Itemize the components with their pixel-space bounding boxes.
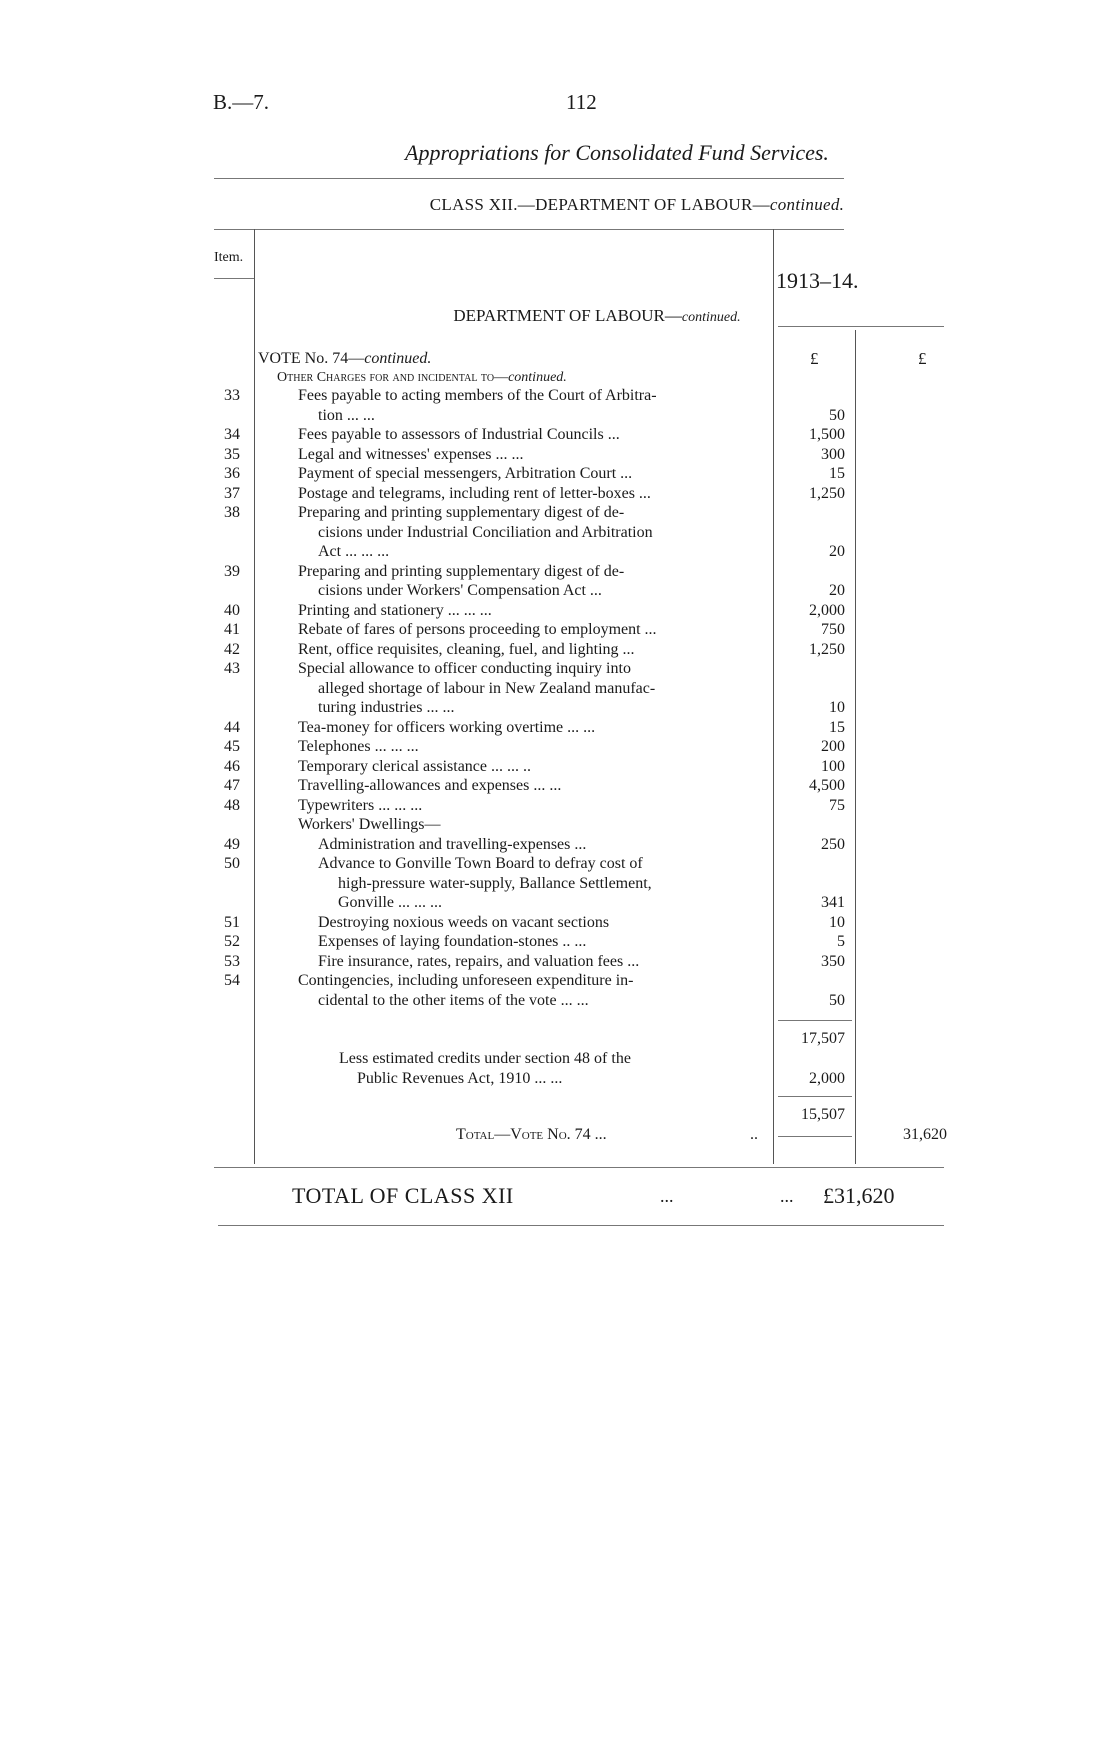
table-row <box>0 524 1114 544</box>
table-row <box>0 641 1114 661</box>
item-description: cidental to the other items of the vote ... ... <box>318 991 589 1009</box>
item-number: 44 <box>224 718 240 736</box>
class-total-dots-1: ... <box>660 1186 674 1206</box>
item-number: 54 <box>224 972 240 989</box>
less-credits-line1: Less estimated credits under section 48 of the <box>339 1050 631 1067</box>
table-row <box>0 446 1114 466</box>
item-description: Gonville ... ... ... <box>338 894 442 911</box>
vote-line: VOTE No. 74—continued. <box>258 350 432 367</box>
table-row <box>0 855 1114 875</box>
subtotal-amount: 17,507 <box>801 1030 845 1047</box>
item-amount: 5 <box>837 933 845 950</box>
item-amount: 50 <box>829 991 845 1009</box>
department-heading: DEPARTMENT OF LABOUR—continued. <box>453 306 741 325</box>
less-credits-amount: 2,000 <box>809 1070 845 1087</box>
table-row <box>0 485 1114 505</box>
class-total-label: TOTAL OF CLASS XII <box>292 1183 514 1208</box>
less-credits-line2: Public Revenues Act, 1910 ... ... <box>357 1070 563 1087</box>
item-amount: 10 <box>829 699 845 716</box>
top-divider <box>214 178 844 179</box>
pound-sign-col1: £ <box>810 349 819 368</box>
table-top-rule <box>214 229 844 230</box>
item-amount: 1,250 <box>809 484 845 502</box>
table-row <box>0 426 1114 446</box>
item-number: 49 <box>224 835 240 853</box>
item-number: 46 <box>224 757 240 775</box>
table-row <box>0 758 1114 778</box>
item-description: Payment of special messengers, Arbitration Court ... <box>298 465 633 482</box>
item-number: 45 <box>224 738 240 755</box>
item-number: 53 <box>224 952 240 970</box>
table-row <box>0 582 1114 602</box>
vote-total-label: Total—Vote No. 74 ... <box>456 1126 607 1143</box>
item-number: 33 <box>224 387 240 404</box>
year-under-rule <box>778 326 944 327</box>
item-description: Fire insurance, rates, repairs, and valuation fees ... <box>318 952 640 970</box>
item-description: Contingencies, including unforeseen expenditure in- <box>298 972 634 989</box>
item-amount: 100 <box>821 757 845 775</box>
item-amount: 20 <box>829 543 845 560</box>
table-row <box>0 797 1114 817</box>
item-amount: 15 <box>829 465 845 482</box>
item-number: 35 <box>224 445 240 463</box>
item-amount: 10 <box>829 913 845 931</box>
item-description: cisions under Workers' Compensation Act ... <box>318 582 602 599</box>
year-header: 1913–14. <box>776 268 859 293</box>
table-row <box>0 465 1114 485</box>
table-row <box>0 543 1114 563</box>
item-column-header: Item. <box>214 250 244 265</box>
item-description: Printing and stationery ... ... ... <box>298 601 492 619</box>
page-title: Appropriations for Consolidated Fund Services. <box>405 140 829 165</box>
class-total-amount: £31,620 <box>823 1183 895 1208</box>
item-description: Workers' Dwellings— <box>298 816 441 833</box>
class-heading: CLASS XII.—DEPARTMENT OF LABOUR—continued. <box>429 195 845 214</box>
item-description: cisions under Industrial Conciliation and Arbitration <box>318 523 653 541</box>
subhead: Other Charges for and incidental to—continued. <box>277 370 567 385</box>
item-description: Special allowance to officer conducting inquiry into <box>298 660 631 677</box>
item-number: 39 <box>224 562 240 580</box>
item-number: 36 <box>224 465 240 482</box>
table-row <box>0 816 1114 836</box>
table-row <box>0 387 1114 407</box>
item-description: Act ... ... ... <box>318 543 390 560</box>
vote-total-dots: .. <box>750 1126 758 1143</box>
item-description: Temporary clerical assistance ... ... .. <box>298 757 532 775</box>
table-row <box>0 504 1114 524</box>
item-amount: 750 <box>821 621 845 638</box>
item-amount: 1,250 <box>809 640 845 658</box>
table-row <box>0 719 1114 739</box>
item-header-rule <box>214 278 254 279</box>
item-description: Postage and telegrams, including rent of letter-boxes ... <box>298 484 651 502</box>
page-bottom-rule <box>218 1225 944 1226</box>
table-row <box>0 621 1114 641</box>
item-description: tion ... ... <box>318 406 375 424</box>
table-row <box>0 602 1114 622</box>
subtotal-rule <box>778 1020 852 1021</box>
item-number: 38 <box>224 504 240 521</box>
item-description: Expenses of laying foundation-stones .. ... <box>318 933 587 950</box>
net-amount: 15,507 <box>801 1106 845 1123</box>
item-description: alleged shortage of labour in New Zealand manufac- <box>318 679 656 697</box>
item-number: 37 <box>224 484 240 502</box>
item-description: Preparing and printing supplementary digest of de- <box>298 562 625 580</box>
item-amount: 15 <box>829 718 845 736</box>
item-description: Fees payable to acting members of the Court of Arbitra- <box>298 387 657 404</box>
item-number: 41 <box>224 621 240 638</box>
item-number: 43 <box>224 660 240 677</box>
item-number: 47 <box>224 777 240 794</box>
item-amount: 4,500 <box>809 777 845 794</box>
item-description: Telephones ... ... ... <box>298 738 419 755</box>
table-row <box>0 894 1114 914</box>
item-number: 40 <box>224 601 240 619</box>
table-row <box>0 738 1114 758</box>
item-number: 48 <box>224 796 240 814</box>
item-description: Typewriters ... ... ... <box>298 796 423 814</box>
item-amount: 200 <box>821 738 845 755</box>
pound-sign-col2: £ <box>918 349 927 368</box>
table-bottom-rule <box>214 1167 944 1168</box>
table-row <box>0 992 1114 1012</box>
item-amount: 300 <box>821 445 845 463</box>
item-description: Advance to Gonville Town Board to defray cost of <box>318 855 643 872</box>
table-row <box>0 836 1114 856</box>
net-rule <box>778 1096 852 1097</box>
item-number: 34 <box>224 426 240 443</box>
item-description: Rent, office requisites, cleaning, fuel, and lighting ... <box>298 640 635 658</box>
item-description: Destroying noxious weeds on vacant sections <box>318 913 610 931</box>
vote-total-amount: 31,620 <box>903 1126 947 1143</box>
item-amount: 341 <box>821 894 845 911</box>
item-number: 50 <box>224 855 240 872</box>
item-amount: 350 <box>821 952 845 970</box>
document-code: B.—7. <box>213 90 270 114</box>
table-row <box>0 972 1114 992</box>
item-amount: 1,500 <box>809 426 845 443</box>
table-row <box>0 563 1114 583</box>
item-amount: 75 <box>829 796 845 814</box>
table-row <box>0 699 1114 719</box>
item-description: Fees payable to assessors of Industrial Councils ... <box>298 426 620 443</box>
item-description: high-pressure water-supply, Ballance Settlement, <box>338 874 652 892</box>
item-amount: 20 <box>829 582 845 599</box>
item-description: Tea-money for officers working overtime ... ... <box>298 718 596 736</box>
item-number: 42 <box>224 640 240 658</box>
item-description: turing industries ... ... <box>318 699 455 716</box>
table-row <box>0 680 1114 700</box>
page-number: 112 <box>566 90 597 114</box>
class-total-dots-2: ... <box>780 1186 794 1206</box>
item-description: Legal and witnesses' expenses ... ... <box>298 445 524 463</box>
table-row <box>0 875 1114 895</box>
table-row <box>0 407 1114 427</box>
item-number: 51 <box>224 913 240 931</box>
table-row <box>0 777 1114 797</box>
item-amount: 2,000 <box>809 601 845 619</box>
table-row <box>0 953 1114 973</box>
item-description: Rebate of fares of persons proceeding to employment ... <box>298 621 657 638</box>
item-description: Preparing and printing supplementary digest of de- <box>298 504 625 521</box>
table-row <box>0 914 1114 934</box>
item-amount: 50 <box>829 406 845 424</box>
table-row <box>0 660 1114 680</box>
table-row <box>0 933 1114 953</box>
item-number: 52 <box>224 933 240 950</box>
item-description: Administration and travelling-expenses ... <box>318 835 587 853</box>
item-amount: 250 <box>821 835 845 853</box>
item-description: Travelling-allowances and expenses ... ... <box>298 777 562 794</box>
